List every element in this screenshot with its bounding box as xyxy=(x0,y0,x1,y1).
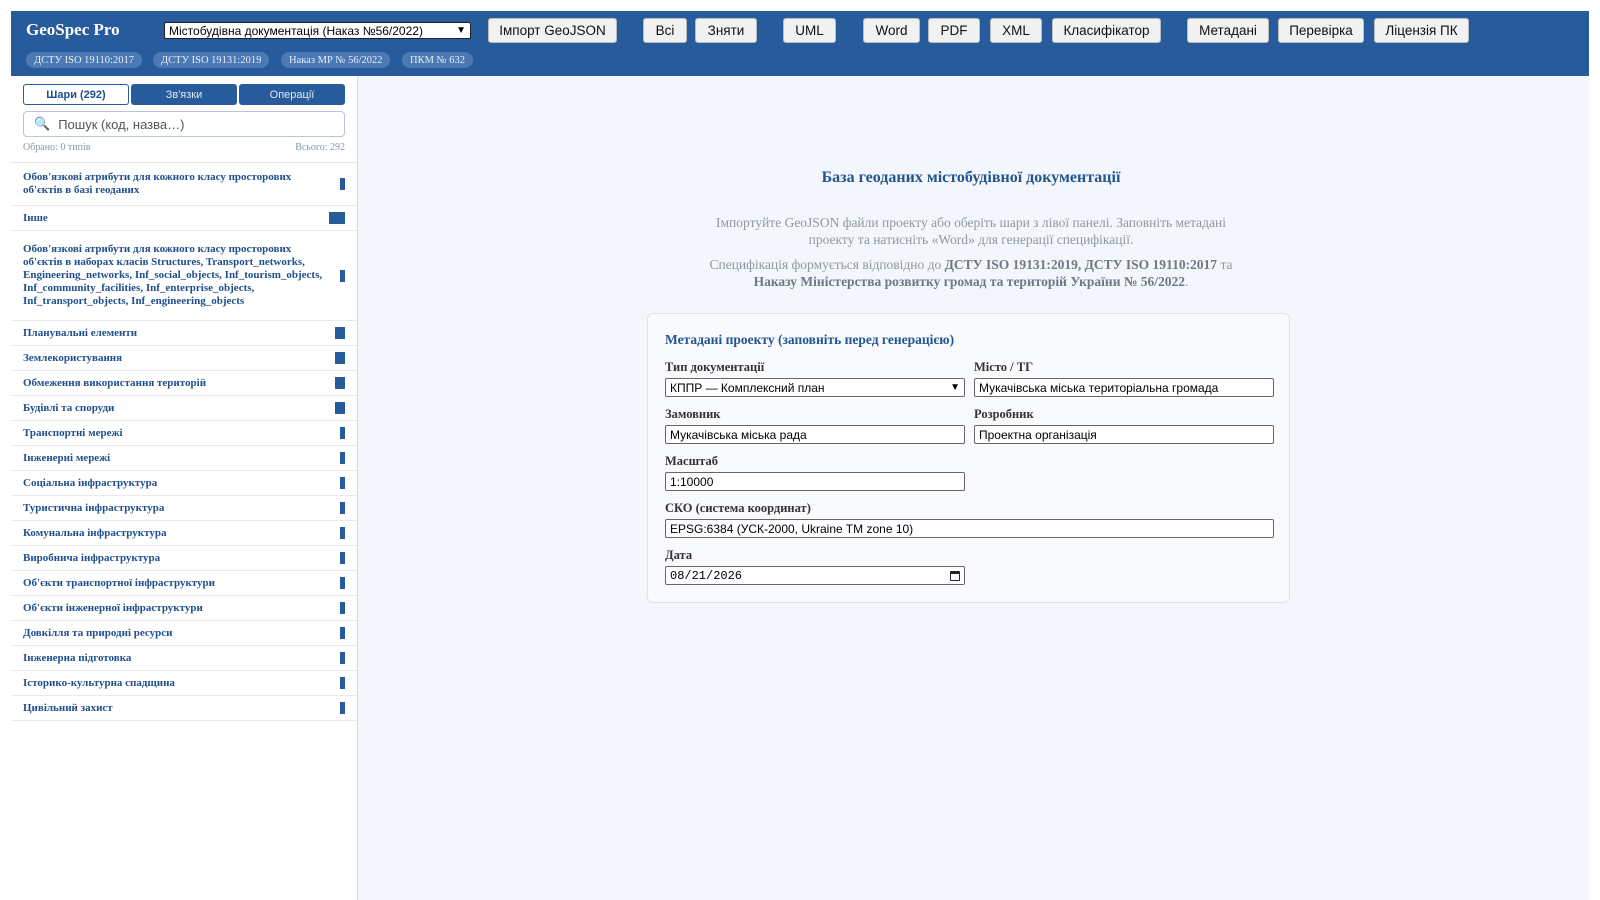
layer-count-bar xyxy=(340,178,345,190)
layer-group-item[interactable] xyxy=(11,671,357,696)
pdf-button[interactable]: PDF xyxy=(928,18,980,43)
card-title: Метадані проекту (заповніть перед генерацією) xyxy=(665,332,955,347)
tab-layers[interactable]: Шари (292) xyxy=(23,84,129,105)
license-button[interactable]: Ліцензія ПК xyxy=(1374,18,1469,43)
import-geojson-button[interactable]: Імпорт GeoJSON xyxy=(488,18,617,43)
layer-count-bar xyxy=(340,702,345,714)
layer-group-label: Землекористування xyxy=(23,351,123,364)
crs-field[interactable]: EPSG:6384 (УСК-2000, Ukraine TM zone 10) xyxy=(665,519,1274,538)
metadata-button[interactable]: Метадані xyxy=(1187,18,1269,43)
scale-label: Масштаб xyxy=(665,454,718,468)
layer-group-label: Довкілля та природні ресурси xyxy=(23,626,173,639)
layer-group-item[interactable] xyxy=(11,696,357,721)
layer-group-item[interactable] xyxy=(11,471,357,496)
layer-group-label: Обов'язкові атрибути для кожного класу просторових об'єктів в наборах класів Structures, Transport_networks, Engineering_networks, Inf_social_objects, Inf_tourism_objects, Inf_community_facilities, Inf_enterprise_objects, Inf_transport_objects, Inf_engineering_objects xyxy=(23,243,323,307)
validation-button[interactable]: Перевірка xyxy=(1278,18,1364,43)
standard-badge: ПКМ № 632 xyxy=(402,52,473,68)
layer-group-item[interactable] xyxy=(11,371,357,396)
layer-group-item[interactable] xyxy=(11,571,357,596)
search-placeholder: Пошук (код, назва…) xyxy=(58,116,185,132)
app-window xyxy=(11,11,1589,900)
layer-group-item[interactable] xyxy=(11,206,357,231)
layer-count-bar xyxy=(340,452,345,464)
layer-search-input[interactable] xyxy=(23,111,345,137)
scale-field[interactable]: 1:10000 xyxy=(665,472,965,491)
layer-group-item[interactable] xyxy=(11,163,357,206)
spec-prefix: Специфікація формується відповідно до xyxy=(709,257,945,272)
uml-button[interactable]: UML xyxy=(783,18,836,43)
selection-summary xyxy=(23,142,345,153)
top-toolbar xyxy=(11,11,1589,76)
layer-group-label: Транспортні мережі xyxy=(23,426,123,439)
developer-field[interactable]: Проектна організація xyxy=(974,425,1274,444)
city-label: Місто / ТГ xyxy=(974,360,1034,374)
calendar-icon[interactable] xyxy=(950,571,960,581)
classifier-button[interactable]: Класифікатор xyxy=(1052,18,1161,43)
layer-count-bar xyxy=(340,677,345,689)
doc-type-value: КППР — Комплексний план xyxy=(670,380,825,395)
layers-sidebar xyxy=(11,76,358,900)
layer-group-item[interactable] xyxy=(11,321,357,346)
date-field[interactable] xyxy=(665,566,965,585)
chevron-down-icon: ▼ xyxy=(950,382,960,393)
date-value: 08/21/2026 xyxy=(670,568,743,583)
xml-button[interactable]: XML xyxy=(990,18,1042,43)
layer-group-item[interactable] xyxy=(11,446,357,471)
layer-count-bar xyxy=(335,402,345,414)
documentation-type-select[interactable] xyxy=(164,22,471,39)
search-icon: 🔍 xyxy=(34,116,51,131)
layer-count-bar xyxy=(335,327,345,339)
layer-group-list xyxy=(11,162,357,721)
layer-count-bar xyxy=(340,652,345,664)
layer-group-label: Обов'язкові атрибути для кожного класу просторових об'єктів в базі геоданих xyxy=(23,171,292,196)
layer-count-bar xyxy=(340,527,345,539)
date-label: Дата xyxy=(665,548,693,562)
layer-group-label: Будівлі та споруди xyxy=(23,401,115,414)
layer-group-item[interactable] xyxy=(11,521,357,546)
standard-badge: Наказ МР № 56/2022 xyxy=(281,52,390,68)
tab-relations[interactable]: Зв'язки xyxy=(131,84,237,105)
spec-text xyxy=(691,256,1251,290)
layer-count-bar xyxy=(340,270,345,282)
crs-label: СКО (система координат) xyxy=(665,501,811,515)
layer-count-bar xyxy=(340,577,345,589)
chevron-down-icon: ▼ xyxy=(456,25,466,36)
spec-end: . xyxy=(1185,274,1189,289)
tab-operations[interactable]: Операції xyxy=(239,84,345,105)
layer-group-item[interactable] xyxy=(11,231,357,321)
customer-field[interactable]: Мукачівська міська рада xyxy=(665,425,965,444)
layer-count-bar xyxy=(340,427,345,439)
app-title: GeoSpec Pro xyxy=(26,20,120,39)
layer-group-item[interactable] xyxy=(11,496,357,521)
selected-count: Обрано: 0 типів xyxy=(23,142,91,153)
layer-group-label: Виробнича інфраструктура xyxy=(23,551,161,564)
layer-group-item[interactable] xyxy=(11,646,357,671)
doc-type-label: Тип документації xyxy=(665,360,765,374)
layer-count-bar xyxy=(329,212,345,224)
layer-group-item[interactable] xyxy=(11,596,357,621)
spec-standards: ДСТУ ISO 19131:2019, ДСТУ ISO 19110:2017 xyxy=(944,257,1218,272)
layer-group-label: Планувальні елементи xyxy=(23,326,138,339)
layer-group-label: Туристична інфраструктура xyxy=(23,501,165,514)
layer-group-item[interactable] xyxy=(11,396,357,421)
layer-count-bar xyxy=(340,627,345,639)
layer-group-label: Об'єкти інженерної інфраструктури xyxy=(23,601,203,614)
layer-group-label: Історико-культурна спадщина xyxy=(23,676,175,689)
layer-group-item[interactable] xyxy=(11,421,357,446)
spec-connector: та xyxy=(1217,257,1233,272)
project-metadata-card xyxy=(647,313,1290,603)
layer-count-bar xyxy=(340,502,345,514)
standard-badge: ДСТУ ISO 19110:2017 xyxy=(26,52,142,68)
standard-badge: ДСТУ ISO 19131:2019 xyxy=(153,52,269,68)
layer-group-item[interactable] xyxy=(11,546,357,571)
word-button[interactable]: Word xyxy=(863,18,920,43)
layer-group-label: Об'єкти транспортної інфраструктури xyxy=(23,576,215,589)
select-all-button[interactable]: Всі xyxy=(643,18,687,43)
total-count: Всього: 292 xyxy=(295,142,345,153)
layer-group-label: Інженерна підготовка xyxy=(23,651,132,664)
deselect-all-button[interactable]: Зняти xyxy=(695,18,757,43)
spec-order: Наказу Міністерства розвитку громад та територій України № 56/2022 xyxy=(753,274,1186,289)
layer-count-bar xyxy=(340,477,345,489)
layer-group-label: Інженерні мережі xyxy=(23,451,111,464)
layer-group-label: Обмеження використання територій xyxy=(23,376,207,389)
layer-count-bar xyxy=(340,602,345,614)
documentation-type-value: Містобудівна документація (Наказ №56/2022) xyxy=(169,23,423,38)
developer-label: Розробник xyxy=(974,407,1034,421)
layer-count-bar xyxy=(340,552,345,564)
doc-type-select[interactable] xyxy=(665,378,965,397)
layer-group-item[interactable] xyxy=(11,621,357,646)
layer-count-bar xyxy=(335,377,345,389)
customer-label: Замовник xyxy=(665,407,721,421)
layer-group-item[interactable] xyxy=(11,346,357,371)
layer-count-bar xyxy=(335,352,345,364)
layer-group-label: Комунальна інфраструктура xyxy=(23,526,167,539)
layer-group-label: Інше xyxy=(23,211,48,224)
layer-group-label: Соціальна інфраструктура xyxy=(23,476,158,489)
page-title: База геоданих містобудівної документації xyxy=(821,169,1121,186)
intro-text: Імпортуйте GeoJSON файли проекту або оберіть шари з лівої панелі. Заповніть метадані проекту та натисніть «Word» для генерації специфікації. xyxy=(716,215,1226,247)
city-field[interactable]: Мукачівська міська територіальна громада xyxy=(974,378,1274,397)
layer-group-label: Цивільний захист xyxy=(23,701,113,714)
